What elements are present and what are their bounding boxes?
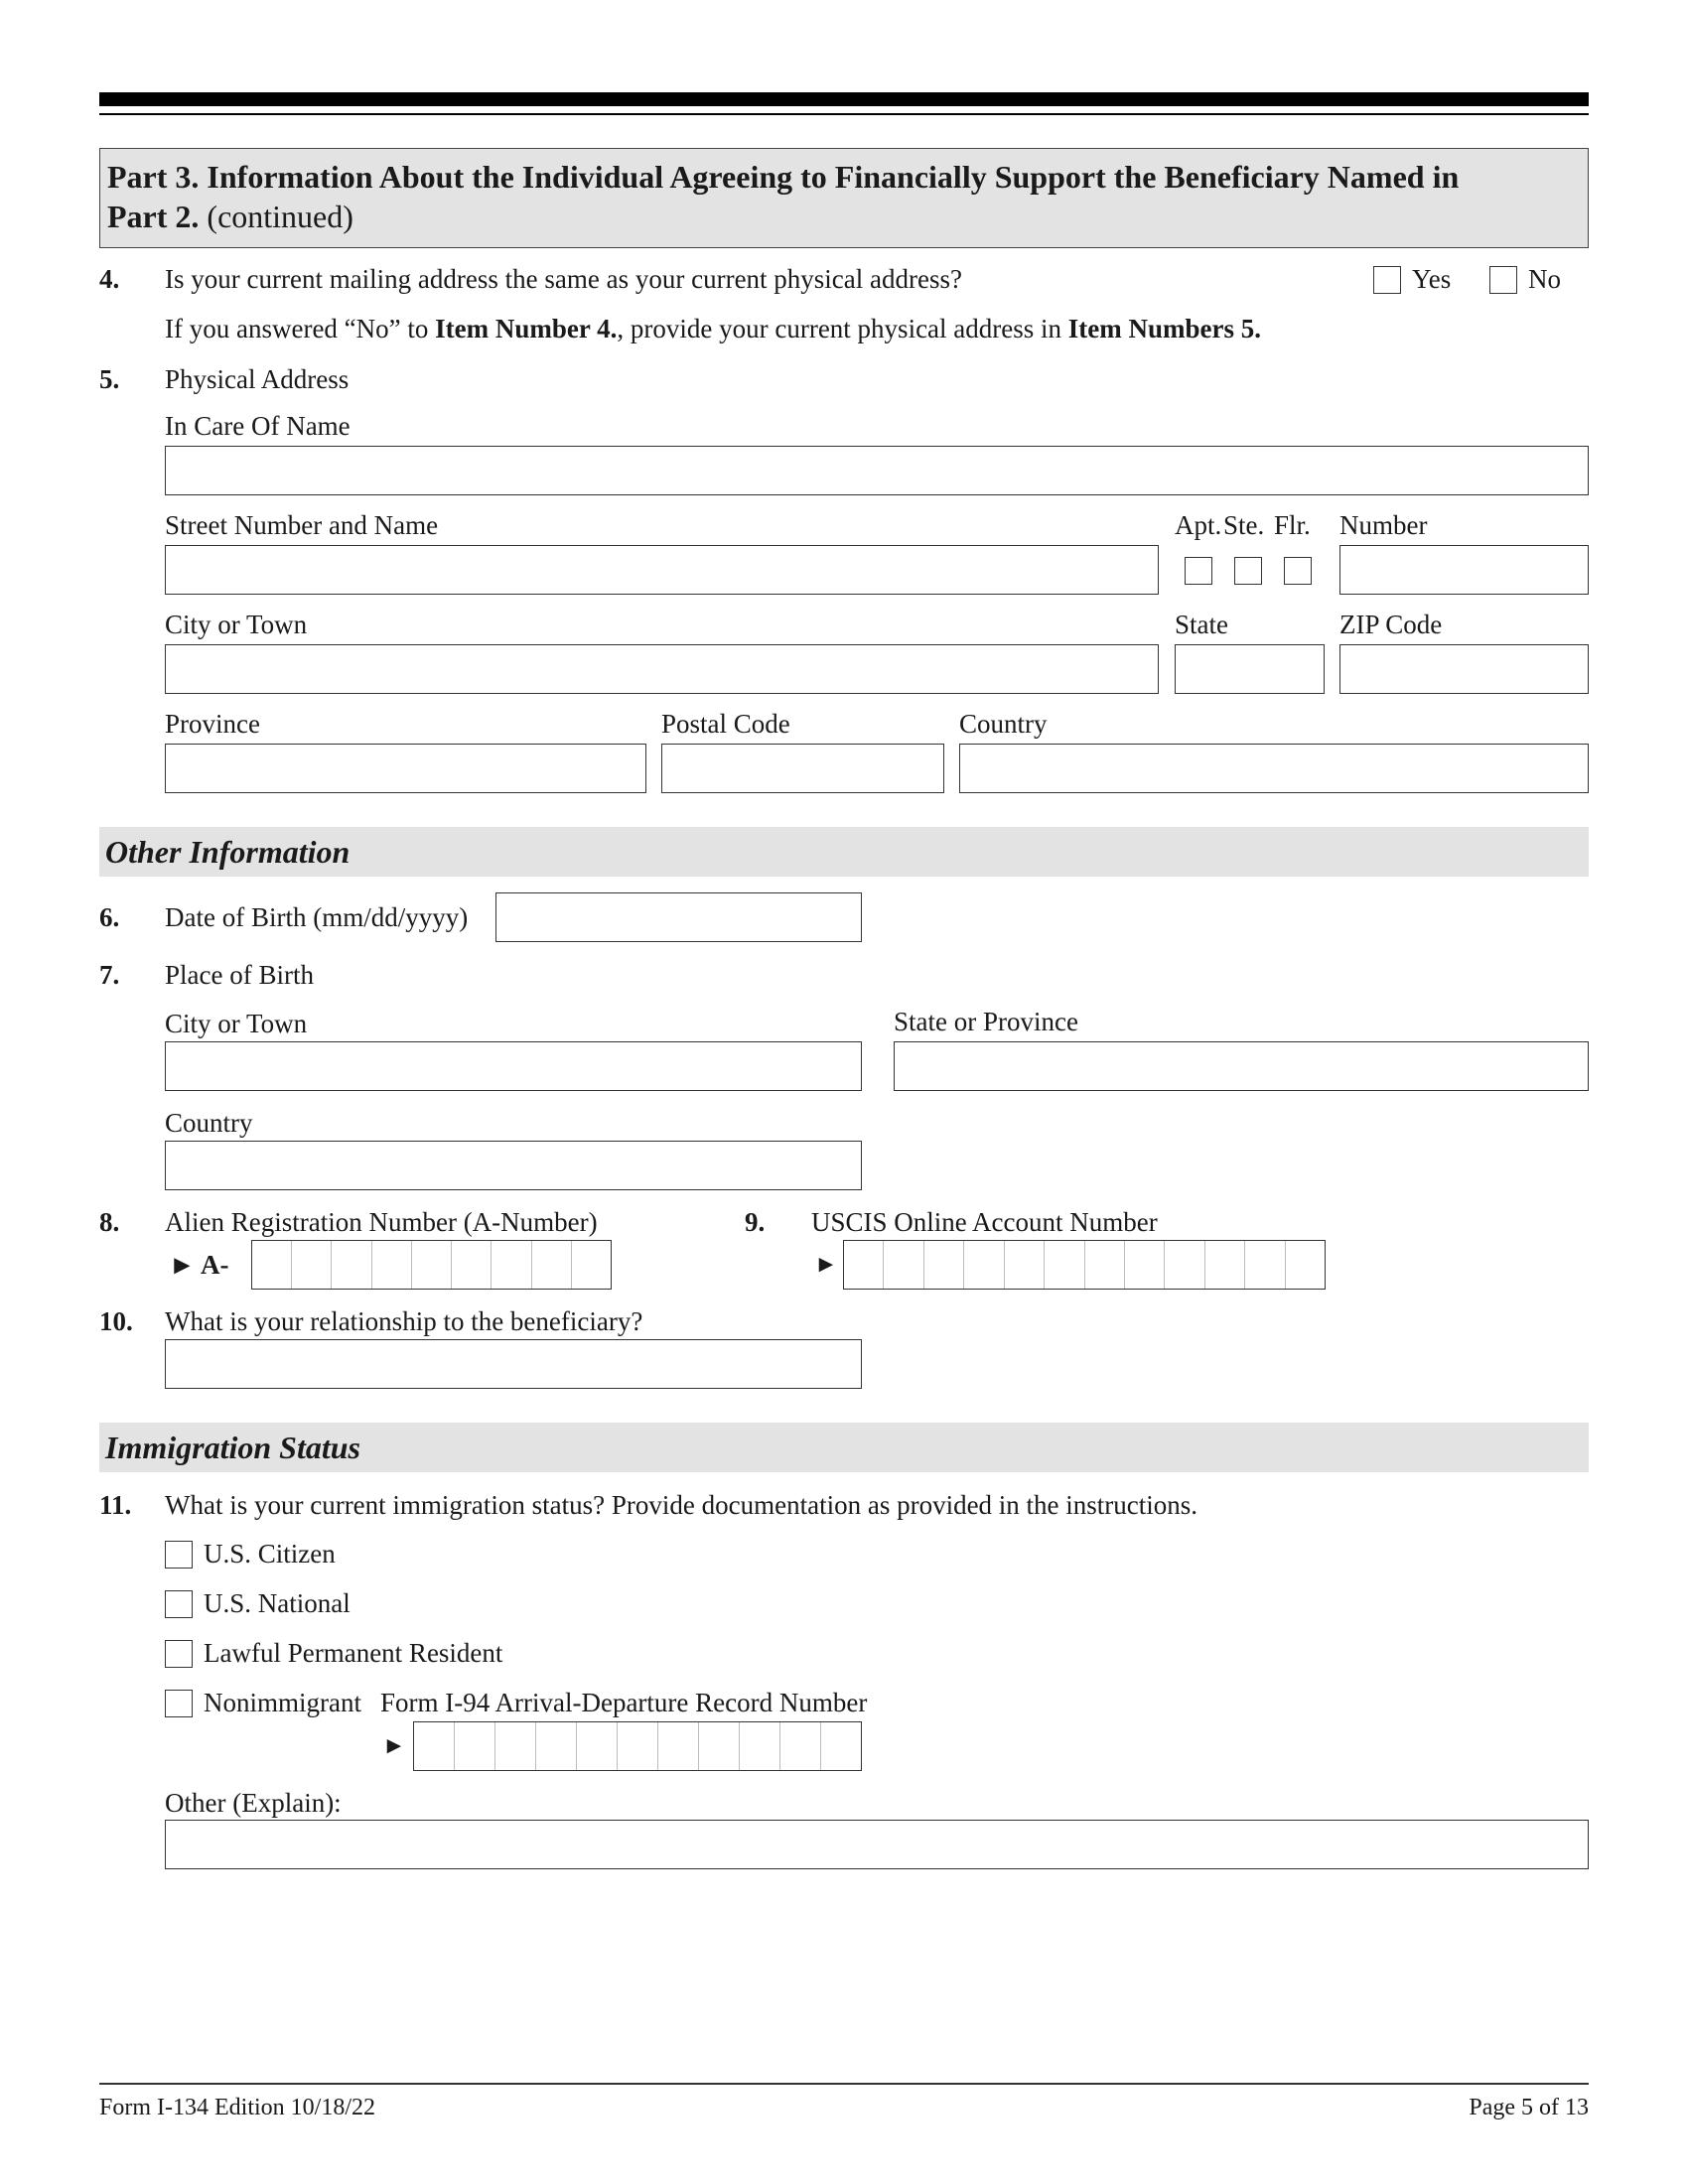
- part-header-title-2: Part 2.: [107, 199, 200, 234]
- pob-city-input[interactable]: [165, 1041, 862, 1091]
- flr-label: Flr.: [1274, 510, 1311, 540]
- flr-checkbox[interactable]: [1284, 557, 1312, 585]
- number-input[interactable]: [1339, 545, 1589, 595]
- uscis-arrow-icon: ►: [814, 1252, 838, 1278]
- immigration-question: What is your current immigration status? Provide documentation as provided in the instructions.: [165, 1490, 1198, 1520]
- q5-title: Physical Address: [165, 364, 350, 394]
- pob-country-label: Country: [165, 1108, 253, 1138]
- nonimmigrant-checkbox[interactable]: [165, 1690, 193, 1717]
- part-3-header: [99, 148, 1589, 248]
- state-select[interactable]: [1175, 644, 1325, 694]
- us-national-checkbox[interactable]: [165, 1590, 193, 1618]
- other-info-title: Other Information: [105, 834, 351, 870]
- q4-no-checkbox[interactable]: [1489, 266, 1517, 294]
- other-info-section: [99, 827, 1589, 877]
- zip-input[interactable]: [1339, 644, 1589, 694]
- us-national-label: U.S. National: [204, 1588, 351, 1618]
- form-edition: Form I-134 Edition 10/18/22: [99, 2095, 375, 2120]
- care-of-label: In Care Of Name: [165, 411, 351, 441]
- immigration-title: Immigration Status: [105, 1430, 360, 1465]
- other-explain-input[interactable]: [165, 1820, 1589, 1869]
- a-number-input[interactable]: [251, 1240, 612, 1290]
- footer-rule: [99, 2083, 1589, 2085]
- i94-label: Form I-94 Arrival-Departure Record Number: [380, 1688, 868, 1717]
- zip-label: ZIP Code: [1339, 610, 1443, 639]
- q4-number: 4.: [99, 264, 120, 294]
- city-label: City or Town: [165, 610, 308, 639]
- uscis-account-input[interactable]: [843, 1240, 1326, 1290]
- lpr-label: Lawful Permanent Resident: [204, 1638, 503, 1668]
- i94-arrow-icon: ►: [382, 1733, 406, 1759]
- q4-yes-label: Yes: [1412, 264, 1452, 294]
- pob-state-input[interactable]: [894, 1041, 1589, 1091]
- pob-country-input[interactable]: [165, 1141, 862, 1190]
- province-input[interactable]: [165, 744, 646, 793]
- lpr-checkbox[interactable]: [165, 1640, 193, 1668]
- ste-label: Ste.: [1223, 510, 1265, 540]
- province-label: Province: [165, 709, 260, 739]
- dob-label: Date of Birth (mm/dd/yyyy): [165, 902, 469, 932]
- country-label: Country: [959, 709, 1048, 739]
- part-header-continued: (continued): [199, 199, 353, 234]
- postal-input[interactable]: [661, 744, 944, 793]
- pob-title: Place of Birth: [165, 960, 314, 990]
- i94-input[interactable]: [413, 1721, 862, 1771]
- dob-input[interactable]: [495, 892, 862, 942]
- street-label: Street Number and Name: [165, 510, 439, 540]
- q8-number: 8.: [99, 1207, 120, 1237]
- q7-number: 7.: [99, 960, 120, 990]
- q5-number: 5.: [99, 364, 120, 394]
- number-label: Number: [1339, 510, 1428, 540]
- us-citizen-label: U.S. Citizen: [204, 1539, 336, 1569]
- country-input[interactable]: [959, 744, 1589, 793]
- pob-state-label: State or Province: [894, 1007, 1078, 1036]
- q11-number: 11.: [99, 1490, 132, 1520]
- q6-number: 6.: [99, 902, 120, 932]
- top-rule-thin: [99, 113, 1589, 115]
- immigration-section: [99, 1423, 1589, 1472]
- ste-checkbox[interactable]: [1234, 557, 1262, 585]
- care-of-input[interactable]: [165, 446, 1589, 495]
- pob-city-label: City or Town: [165, 1009, 308, 1038]
- q9-number: 9.: [745, 1207, 766, 1237]
- apt-label: Apt.: [1175, 510, 1222, 540]
- other-explain-label: Other (Explain):: [165, 1788, 342, 1818]
- page-number: Page 5 of 13: [1469, 2095, 1589, 2120]
- us-citizen-checkbox[interactable]: [165, 1541, 193, 1569]
- street-input[interactable]: [165, 545, 1159, 595]
- top-rule-thick: [99, 92, 1589, 106]
- state-label: State: [1175, 610, 1228, 639]
- a-number-prefix: ► A-: [169, 1250, 229, 1280]
- relationship-input[interactable]: [165, 1339, 862, 1389]
- q4-no-label: No: [1528, 264, 1561, 294]
- postal-label: Postal Code: [661, 709, 790, 739]
- q4-question: Is your current mailing address the same as your current physical address?: [165, 264, 962, 294]
- city-input[interactable]: [165, 644, 1159, 694]
- q4-instruction: If you answered “No” to Item Number 4., provide your current physical address in Item Numbers 5.: [165, 314, 1261, 343]
- nonimmigrant-label: Nonimmigrant: [204, 1688, 361, 1717]
- a-number-label: Alien Registration Number (A-Number): [165, 1207, 598, 1237]
- q4-yes-checkbox[interactable]: [1373, 266, 1401, 294]
- uscis-account-label: USCIS Online Account Number: [811, 1207, 1158, 1237]
- apt-checkbox[interactable]: [1185, 557, 1212, 585]
- part-header-title: Part 3. Information About the Individual Agreeing to Financially Support the Beneficiary Named in: [107, 159, 1460, 195]
- relationship-label: What is your relationship to the beneficiary?: [165, 1306, 643, 1336]
- q10-number: 10.: [99, 1306, 133, 1336]
